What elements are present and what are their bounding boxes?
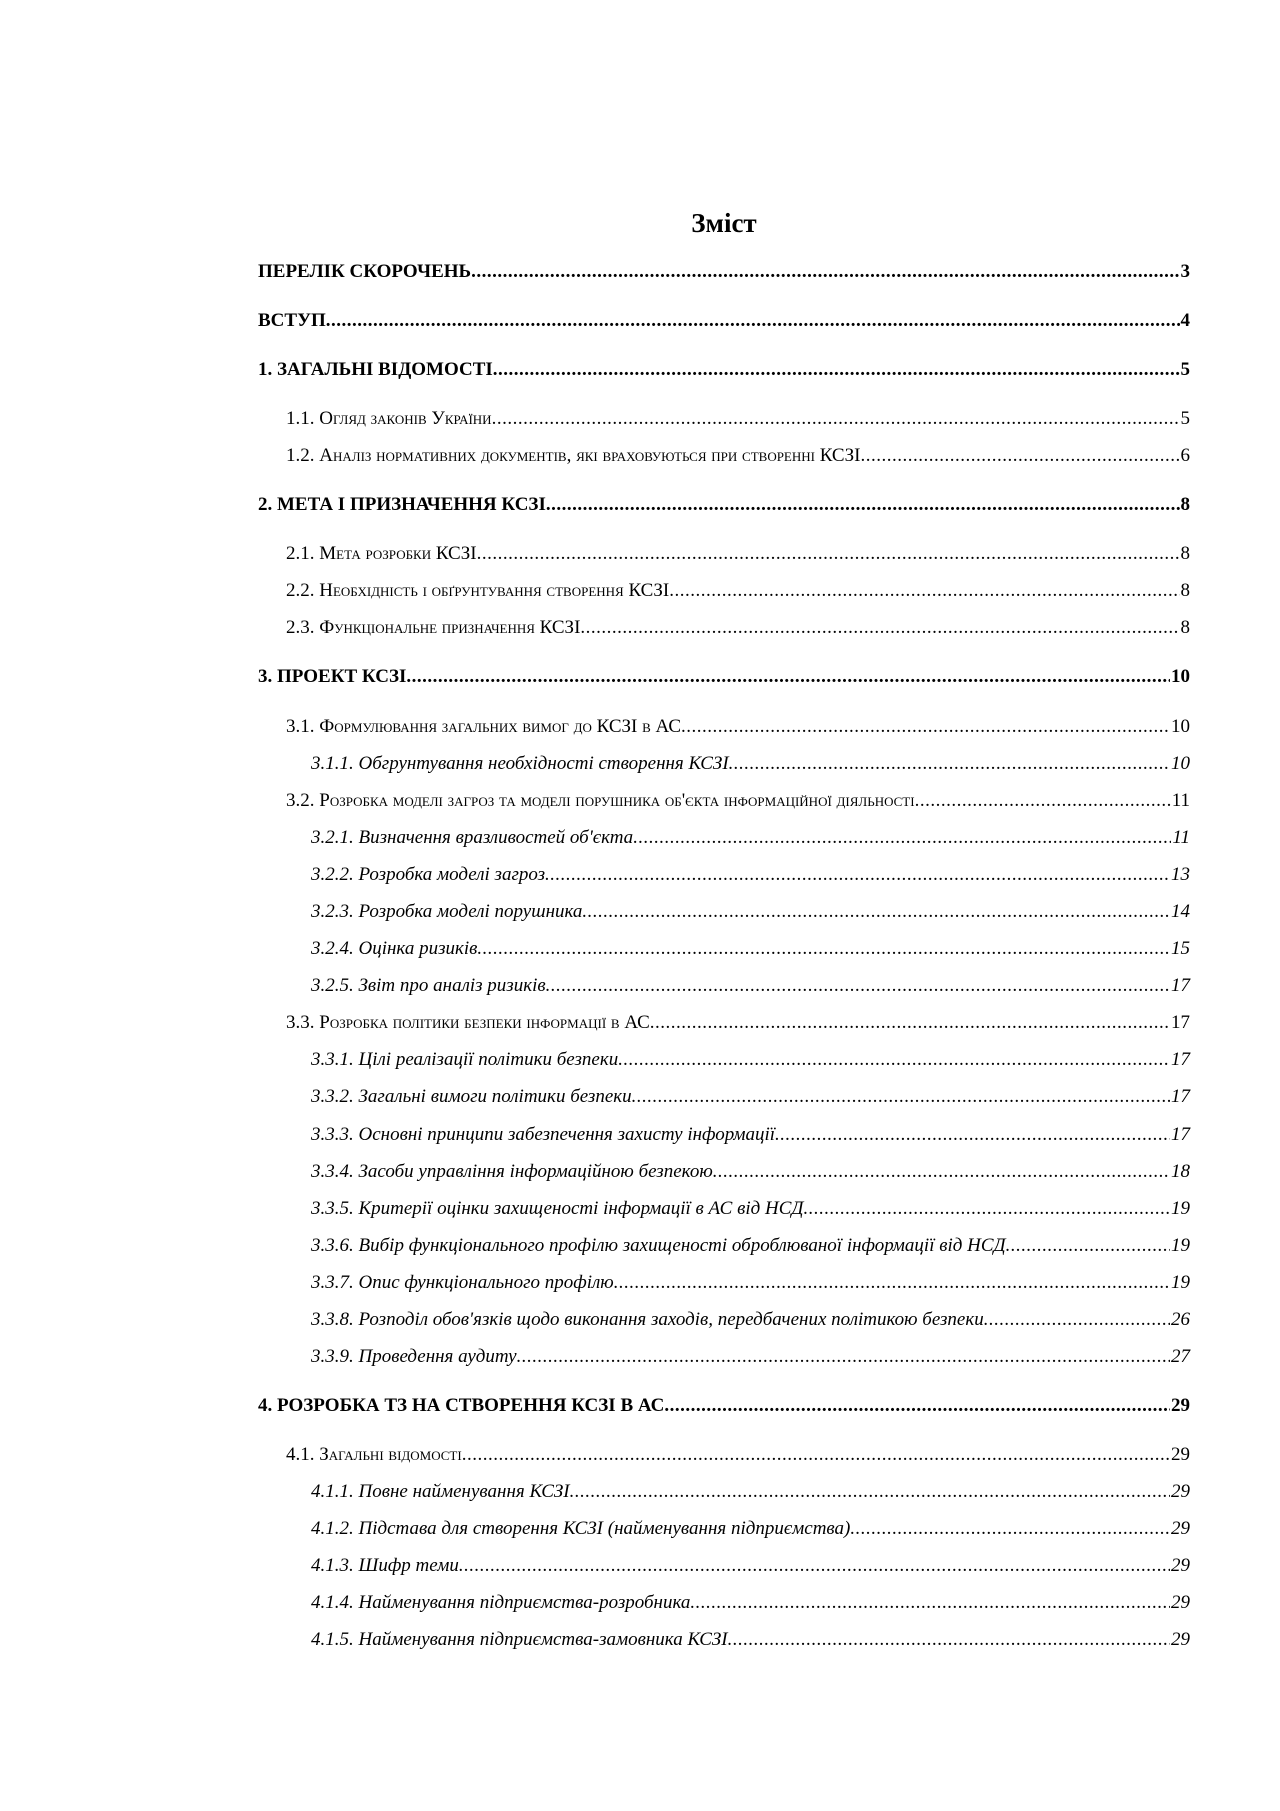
toc-entry-label (311, 751, 729, 777)
toc-entry-page: 6 (1180, 445, 1190, 466)
toc-entry-text: Найменування підприємства-замовника КСЗІ (358, 1629, 728, 1650)
toc-entry-label (311, 936, 477, 962)
toc-entry-label (311, 825, 633, 851)
toc-entry-leader (681, 714, 1170, 740)
toc-entry-leader (326, 308, 1180, 334)
toc-entry-text: Засоби управління інформаційною безпекою (358, 1161, 713, 1182)
toc-entry[interactable] (258, 1196, 1190, 1222)
toc-entry-text: Цілі реалізації політики безпеки (358, 1049, 619, 1070)
toc-entry-page: 18 (1171, 1161, 1190, 1182)
toc-entry-label (311, 1516, 850, 1542)
toc-entry-page: 5 (1180, 408, 1190, 429)
toc-entry[interactable] (258, 308, 1190, 334)
toc-entry-page: 8 (1180, 617, 1190, 638)
toc-entry-leader (459, 1553, 1170, 1579)
toc-entry-label (311, 1553, 459, 1579)
toc-entry-page: 5 (1180, 359, 1190, 380)
toc-entry-leader (614, 1270, 1170, 1296)
toc-entry-number: 2.3. (286, 617, 320, 638)
toc-entry-number: 3.2.3. (311, 901, 359, 922)
toc-entry-number: 2. (258, 494, 277, 515)
toc-entry-leader (632, 1084, 1170, 1110)
toc-entry-leader (664, 1393, 1170, 1419)
toc-entry-leader (570, 1479, 1170, 1505)
toc-entry-label (286, 578, 669, 604)
toc-entry-text: ПРОЕКТ КСЗІ (277, 666, 407, 687)
toc-entry-number: 3.3.6. (311, 1235, 359, 1256)
toc-entry-page: 14 (1171, 901, 1190, 922)
toc-entry-label (286, 1442, 462, 1468)
toc-entry-leader (729, 751, 1170, 777)
toc-entry-text: Критерії оцінки захищеності інформації в АС від НСД (358, 1198, 804, 1219)
toc-entry-leader (546, 492, 1180, 518)
toc-entry-page: 29 (1171, 1518, 1190, 1539)
toc-entry-text: Мета розробки КСЗІ (319, 543, 477, 564)
toc-entry-number: 3.3.9. (311, 1346, 359, 1367)
toc-entry-label (286, 1010, 650, 1036)
toc-entry-page: 10 (1171, 666, 1190, 687)
toc-entry-label (286, 406, 492, 432)
toc-entry-page: 17 (1171, 1012, 1190, 1033)
toc-entry-number: 3. (258, 666, 277, 687)
toc-entry-number: 3.2.1. (311, 827, 359, 848)
toc-entry-label (311, 1590, 690, 1616)
toc-entry-page: 29 (1171, 1444, 1190, 1465)
toc-entry[interactable] (258, 973, 1190, 999)
toc-entry[interactable] (258, 1233, 1190, 1259)
toc-entry-number: 4. (258, 1395, 277, 1416)
toc-entry[interactable] (258, 1344, 1190, 1370)
toc-entry-text: Загальні відомості (319, 1444, 462, 1465)
toc-entry-number: 2.1. (286, 543, 320, 564)
toc-entry[interactable] (258, 1479, 1190, 1505)
toc-entry-number: 3.3.3. (311, 1124, 359, 1145)
toc-entry-number: 1. (258, 359, 277, 380)
toc-entry-text: Огляд законів України (319, 408, 492, 429)
toc-entry-text: Підстава для створення КСЗІ (найменування підприємства) (358, 1518, 851, 1539)
toc-entry-label (311, 1084, 632, 1110)
toc-entry-page: 10 (1171, 753, 1190, 774)
toc-entry-label (311, 973, 546, 999)
toc-entry-leader (850, 1516, 1170, 1542)
toc-entry-text: Загальні вимоги політики безпеки (358, 1086, 632, 1107)
toc-entry-text: Проведення аудиту (358, 1346, 517, 1367)
toc-entry-text: РОЗРОБКА ТЗ НА СТВОРЕННЯ КСЗІ В АС (277, 1395, 665, 1416)
toc-entry-page: 17 (1171, 975, 1190, 996)
toc-entry-text: Аналіз нормативних документів, які враховуються при створенні КСЗІ (319, 445, 861, 466)
toc-entry-text: Повне найменування КСЗІ (358, 1481, 570, 1502)
toc-entry-page: 19 (1171, 1235, 1190, 1256)
toc-entry-label (311, 1479, 570, 1505)
toc-entry-leader (775, 1122, 1170, 1148)
toc-entry-text: ВСТУП (258, 310, 326, 331)
toc-entry[interactable] (258, 578, 1190, 604)
toc-entry-leader (493, 357, 1180, 383)
toc-entry[interactable] (258, 1159, 1190, 1185)
toc-entry-label (311, 1307, 984, 1333)
toc-entry-label (311, 862, 545, 888)
toc-entry-leader (477, 936, 1170, 962)
toc-entry[interactable] (258, 1627, 1190, 1653)
document-page (258, 0, 1190, 1811)
toc-entry[interactable] (258, 936, 1190, 962)
toc-entry[interactable] (258, 1010, 1190, 1036)
toc-entry[interactable] (258, 664, 1190, 690)
toc-entry-text: Вибір функціонального профілю захищеності оброблюваної інформації від НСД (358, 1235, 1006, 1256)
toc-entry-leader (713, 1159, 1170, 1185)
toc-entry-page: 26 (1171, 1309, 1190, 1330)
toc-entry-leader (546, 973, 1170, 999)
toc-title: Зміст (691, 208, 757, 238)
toc-entry-leader (984, 1307, 1170, 1333)
toc-entry-text: Необхідність і обґрунтування створення КСЗІ (319, 580, 670, 601)
toc-entry-text: ЗАГАЛЬНІ ВІДОМОСТІ (277, 359, 493, 380)
toc-entry-text: МЕТА І ПРИЗНАЧЕННЯ КСЗІ (277, 494, 546, 515)
toc-entry[interactable] (258, 825, 1190, 851)
toc-entry[interactable] (258, 492, 1190, 518)
toc-entry-label (311, 1047, 618, 1073)
toc-entry-text: Розробка моделі порушника (358, 901, 583, 922)
toc-entry-number: 3.1. (286, 716, 320, 737)
toc-entry-page: 8 (1180, 494, 1190, 515)
toc-entry-number: 3.3.2. (311, 1086, 359, 1107)
toc-entry-number: 4.1.3. (311, 1555, 359, 1576)
toc-entry[interactable] (258, 1393, 1190, 1419)
toc-entry-number: 4.1.1. (311, 1481, 359, 1502)
toc-entry-page: 19 (1171, 1198, 1190, 1219)
toc-entry-text: Розробка моделі загроз (358, 864, 546, 885)
toc-entry[interactable] (258, 615, 1190, 641)
toc-entry[interactable] (258, 443, 1190, 469)
toc-entry-leader (690, 1590, 1170, 1616)
toc-entry-leader (1006, 1233, 1170, 1259)
toc-entry-label (258, 357, 493, 383)
toc-entry[interactable] (258, 1047, 1190, 1073)
toc-entry-text: Розробка політики безпеки інформації в АС (319, 1012, 650, 1033)
toc-entry-page: 27 (1171, 1346, 1190, 1367)
toc-entry[interactable] (258, 406, 1190, 432)
toc-entry-number: 3.3.7. (311, 1272, 359, 1293)
toc-entry-page: 15 (1171, 938, 1190, 959)
toc-entry-page: 29 (1171, 1555, 1190, 1576)
toc-entry-leader (545, 862, 1170, 888)
toc-entry[interactable] (258, 1307, 1190, 1333)
toc-entry-number: 4.1. (286, 1444, 320, 1465)
toc-entry-text: Шифр теми (358, 1555, 459, 1576)
toc-entry-leader (633, 825, 1171, 851)
toc-entry-number: 3.3.1. (311, 1049, 359, 1070)
toc-entry-label (311, 1159, 713, 1185)
toc-entry-page: 11 (1172, 827, 1190, 848)
toc-entry-leader (650, 1010, 1170, 1036)
toc-entry-number: 3.3.8. (311, 1309, 359, 1330)
toc-entry[interactable] (258, 714, 1190, 740)
toc-entry[interactable] (258, 751, 1190, 777)
toc-entry-page: 29 (1171, 1629, 1190, 1650)
toc-entry-page: 29 (1171, 1395, 1190, 1416)
toc-entry-page: 29 (1171, 1592, 1190, 1613)
toc-entry-text: Визначення вразливостей об'єкта (358, 827, 634, 848)
toc-entry-text: Розробка моделі загроз та моделі порушника об'єкта інформаційної діяльності (319, 790, 915, 811)
toc-entry-number: 2.2. (286, 580, 320, 601)
toc-entry-label (311, 1344, 517, 1370)
toc-entry-label (311, 1122, 775, 1148)
toc-entry[interactable] (258, 541, 1190, 567)
toc-entry-number: 4.1.5. (311, 1629, 359, 1650)
toc-entry[interactable] (258, 1442, 1190, 1468)
toc-entry-label (311, 1627, 728, 1653)
toc-entry[interactable] (258, 1516, 1190, 1542)
toc-entry-label (258, 1393, 664, 1419)
toc-entry-number: 3.2.5. (311, 975, 359, 996)
toc-entry-page: 8 (1180, 543, 1190, 564)
toc-entry-page: 10 (1171, 716, 1190, 737)
toc-entry-page: 11 (1171, 790, 1190, 811)
toc-entry-leader (803, 1196, 1170, 1222)
toc-entry-label (258, 259, 471, 285)
toc-entry-text: Обгрунтування необхідності створення КСЗІ (358, 753, 729, 774)
toc-entry-label (311, 1233, 1006, 1259)
toc-entry-leader (477, 541, 1180, 567)
toc-entry-page: 17 (1171, 1086, 1190, 1107)
toc-entry-number: 3.3. (286, 1012, 320, 1033)
toc-entry-leader (580, 615, 1179, 641)
toc-entry-label (258, 664, 406, 690)
toc-entry-leader (669, 578, 1179, 604)
toc-entry[interactable] (258, 1270, 1190, 1296)
toc-entry-label (286, 615, 580, 641)
toc-entry-label (286, 714, 681, 740)
toc-entry[interactable] (258, 357, 1190, 383)
toc-entry-text: Найменування підприємства-розробника (358, 1592, 691, 1613)
toc-entry[interactable] (258, 899, 1190, 925)
toc-entry-leader (860, 443, 1179, 469)
toc-entry-page: 8 (1180, 580, 1190, 601)
toc-entry-leader (517, 1344, 1170, 1370)
toc-entry-label (311, 1196, 803, 1222)
toc-entry-text: Формулювання загальних вимог до КСЗІ в АС (319, 716, 681, 737)
toc-entry-leader (582, 899, 1170, 925)
toc-entry-number: 3.3.4. (311, 1161, 359, 1182)
toc-entry-label (286, 788, 915, 814)
toc-entry-number: 1.2. (286, 445, 320, 466)
toc-entry-leader (406, 664, 1170, 690)
toc-entry[interactable] (258, 1084, 1190, 1110)
toc-entry-page: 29 (1171, 1481, 1190, 1502)
toc-entry-text: Опис функціонального профілю (358, 1272, 614, 1293)
toc-entry-page: 4 (1180, 310, 1190, 331)
toc-entry-page: 13 (1171, 864, 1190, 885)
toc-entry-page: 17 (1171, 1049, 1190, 1070)
toc-entry-text: Розподіл обов'язків щодо виконання заходів, передбачених політикою безпеки (358, 1309, 984, 1330)
toc-entry-label (311, 1270, 614, 1296)
toc-entry-text: Оцінка ризиків (358, 938, 478, 959)
toc-entry-page: 17 (1171, 1124, 1190, 1145)
toc-entry-number: 3.3.5. (311, 1198, 359, 1219)
toc-entry[interactable] (258, 862, 1190, 888)
toc-entry-leader (728, 1627, 1170, 1653)
toc-entry-label (258, 492, 546, 518)
toc-entry-number: 3.2.4. (311, 938, 359, 959)
toc-entry-label (286, 541, 477, 567)
toc-entry-leader (492, 406, 1180, 432)
toc-entry-label (258, 308, 326, 334)
toc-entry[interactable] (258, 259, 1190, 285)
toc-entry-number: 4.1.4. (311, 1592, 359, 1613)
toc-entry-text: Звіт про аналіз ризиків (358, 975, 546, 996)
toc-entry-text: Основні принципи забезпечення захисту інформації (358, 1124, 776, 1145)
toc-entry[interactable] (258, 788, 1190, 814)
toc-entry-text: ПЕРЕЛІК СКОРОЧЕНЬ (258, 261, 472, 282)
toc-entry-label (311, 899, 582, 925)
toc-entry-page: 19 (1171, 1272, 1190, 1293)
toc-entry-leader (462, 1442, 1170, 1468)
toc-entry-number: 3.2.2. (311, 864, 359, 885)
toc-entry-leader (471, 259, 1179, 285)
toc-entry-number: 3.1.1. (311, 753, 359, 774)
toc-entry[interactable] (258, 1590, 1190, 1616)
toc-entry-leader (618, 1047, 1170, 1073)
toc-entry-number: 3.2. (286, 790, 320, 811)
toc-entry[interactable] (258, 1122, 1190, 1148)
toc-entry-number: 4.1.2. (311, 1518, 359, 1539)
toc-entry[interactable] (258, 1553, 1190, 1579)
toc-entry-page: 3 (1180, 261, 1190, 282)
toc-entry-leader (915, 788, 1171, 814)
toc-entry-text: Функціональне призначення КСЗІ (319, 617, 581, 638)
toc-entry-number: 1.1. (286, 408, 320, 429)
toc-entry-label (286, 443, 860, 469)
